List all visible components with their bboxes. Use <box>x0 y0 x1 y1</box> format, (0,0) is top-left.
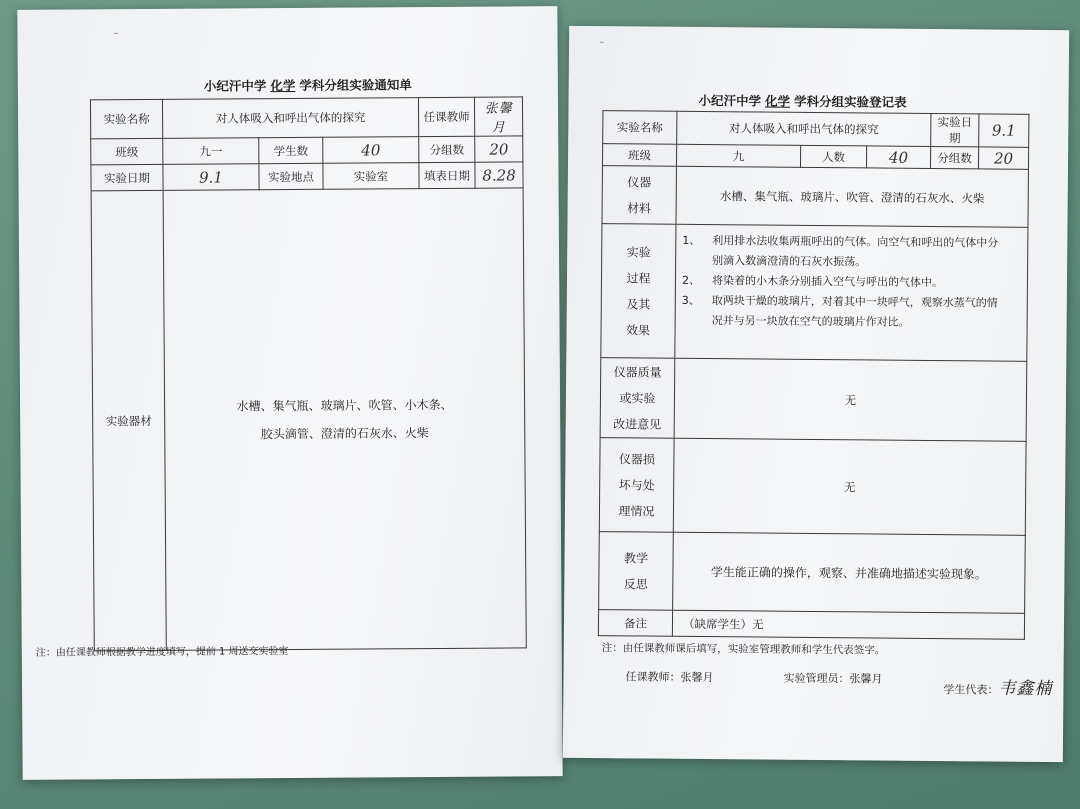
label-remark: 备注 <box>598 610 672 637</box>
value-exp-name: 对人体吸入和呼出气体的探究 <box>162 98 418 139</box>
step-number: 1、 <box>682 233 701 247</box>
label-damage-3: 理情况 <box>618 503 655 519</box>
value-teacher-signature: 张馨月 <box>474 97 522 136</box>
label-damage-1: 仪器损 <box>618 451 655 467</box>
title-suffix: 学科分组实验通知单 <box>299 77 412 93</box>
title-suffix: 学科分组实验登记表 <box>794 93 907 110</box>
notice-title <box>204 75 412 94</box>
label-damage <box>599 438 674 533</box>
label-students: 学生数 <box>259 137 323 163</box>
equipment-line-1: 水槽、集气瓶、玻璃片、吹管、小木条、 <box>236 397 453 413</box>
step-text: 取两块干燥的玻璃片，对着其中一块呼气，观察水蒸气的情 况并与另一块放在空气的玻璃片作对比。 <box>711 294 998 329</box>
step-text: 利用排水法收集两瓶呼出的气体。向空气和呼出的气体中分 别滴入数滴澄清的石灰水振荡。 <box>712 234 999 269</box>
label-damage-2: 坏与处 <box>618 477 655 493</box>
label-materials-1: 仪器 <box>627 174 652 190</box>
value-damage: 无 <box>673 438 1026 535</box>
value-remark: （缺席学生）无 <box>672 610 1024 639</box>
title-subject: 化学 <box>270 77 296 94</box>
staple-mark: ˘ <box>113 31 120 45</box>
student-rep-signature: 韦鑫楠 <box>998 678 1053 700</box>
label-place: 实验地点 <box>259 163 323 189</box>
value-class: 九 <box>676 144 800 167</box>
label-fill-date: 填表日期 <box>419 162 475 188</box>
record-sheet <box>563 26 1069 762</box>
value-students: 40 <box>323 137 419 164</box>
label-equipment: 实验器材 <box>91 190 166 650</box>
record-footnote: 注：由任课教师课后填写，实验室管理教师和学生代表签字。 <box>601 642 886 657</box>
label-materials <box>602 166 677 225</box>
signature-manager: 实验管理员：张馨月 <box>783 671 883 686</box>
label-quality <box>600 358 675 439</box>
value-groups: 20 <box>475 136 523 162</box>
value-equipment <box>163 188 526 651</box>
label-quality-3: 改进意见 <box>613 416 662 432</box>
value-fill-date: 8.28 <box>475 162 523 188</box>
label-date: 实验日期 <box>931 113 979 146</box>
value-process-steps <box>675 224 1028 361</box>
value-count: 40 <box>866 146 930 169</box>
label-count: 人数 <box>800 145 866 168</box>
label-process-3: 及其 <box>626 296 651 312</box>
label-reflect-1: 教学 <box>623 550 649 566</box>
value-date: 9.1 <box>163 164 259 191</box>
process-step <box>682 291 1021 334</box>
value-reflect: 学生能正确的操作，观察、并准确地描述实验现象。 <box>673 532 1026 613</box>
label-teacher: 任课教师 <box>418 97 474 136</box>
signature-teacher: 任课教师：张馨月 <box>625 670 714 685</box>
title-subject: 化学 <box>765 93 791 109</box>
process-step <box>682 231 1021 274</box>
equipment-line-2: 胶头滴管、澄清的石灰水、火柴 <box>260 425 429 441</box>
label-process <box>601 224 676 359</box>
signature-student <box>943 673 1052 699</box>
label-process-1: 实验 <box>626 244 651 260</box>
step-text: 将染着的小木条分别插入空气与呼出的气体中。 <box>711 274 944 290</box>
value-exp-name: 对人体吸入和呼出气体的探究 <box>677 111 931 146</box>
label-materials-2: 材料 <box>627 200 652 216</box>
label-class: 班级 <box>91 138 163 165</box>
label-groups: 分组数 <box>930 146 978 168</box>
label-process-4: 效果 <box>625 322 651 338</box>
record-title <box>698 91 906 111</box>
value-groups: 20 <box>978 147 1028 169</box>
notice-footnote: 注：由任课教师根据教学进度填写，提前 1 周送交实验室 <box>35 646 289 659</box>
step-number: 3、 <box>681 293 700 307</box>
step-number: 2、 <box>681 273 701 287</box>
notice-sheet <box>17 6 562 780</box>
title-school: 小纪汗中学 <box>698 92 762 109</box>
notice-table <box>90 96 527 651</box>
label-class: 班级 <box>602 144 676 167</box>
value-date: 9.1 <box>979 114 1029 147</box>
label-reflect-2: 反思 <box>623 576 648 592</box>
record-table <box>598 110 1030 640</box>
value-materials: 水槽、集气瓶、玻璃片、吹管、澄清的石灰水、火柴 <box>676 166 1028 227</box>
title-school: 小纪汗中学 <box>203 78 267 94</box>
label-date: 实验日期 <box>91 164 163 191</box>
label-reflect <box>599 532 674 611</box>
label-groups: 分组数 <box>419 136 475 162</box>
student-rep-label: 学生代表： <box>943 683 999 697</box>
value-class: 九一 <box>163 138 259 165</box>
value-quality: 无 <box>674 358 1027 441</box>
value-place: 实验室 <box>323 163 419 190</box>
label-exp-name: 实验名称 <box>90 99 162 139</box>
staple-mark: ˘ <box>598 40 605 54</box>
label-quality-2: 或实验 <box>619 390 656 406</box>
label-exp-name: 实验名称 <box>603 111 677 145</box>
label-process-2: 过程 <box>626 270 651 286</box>
label-quality-1: 仪器质量 <box>613 364 662 380</box>
